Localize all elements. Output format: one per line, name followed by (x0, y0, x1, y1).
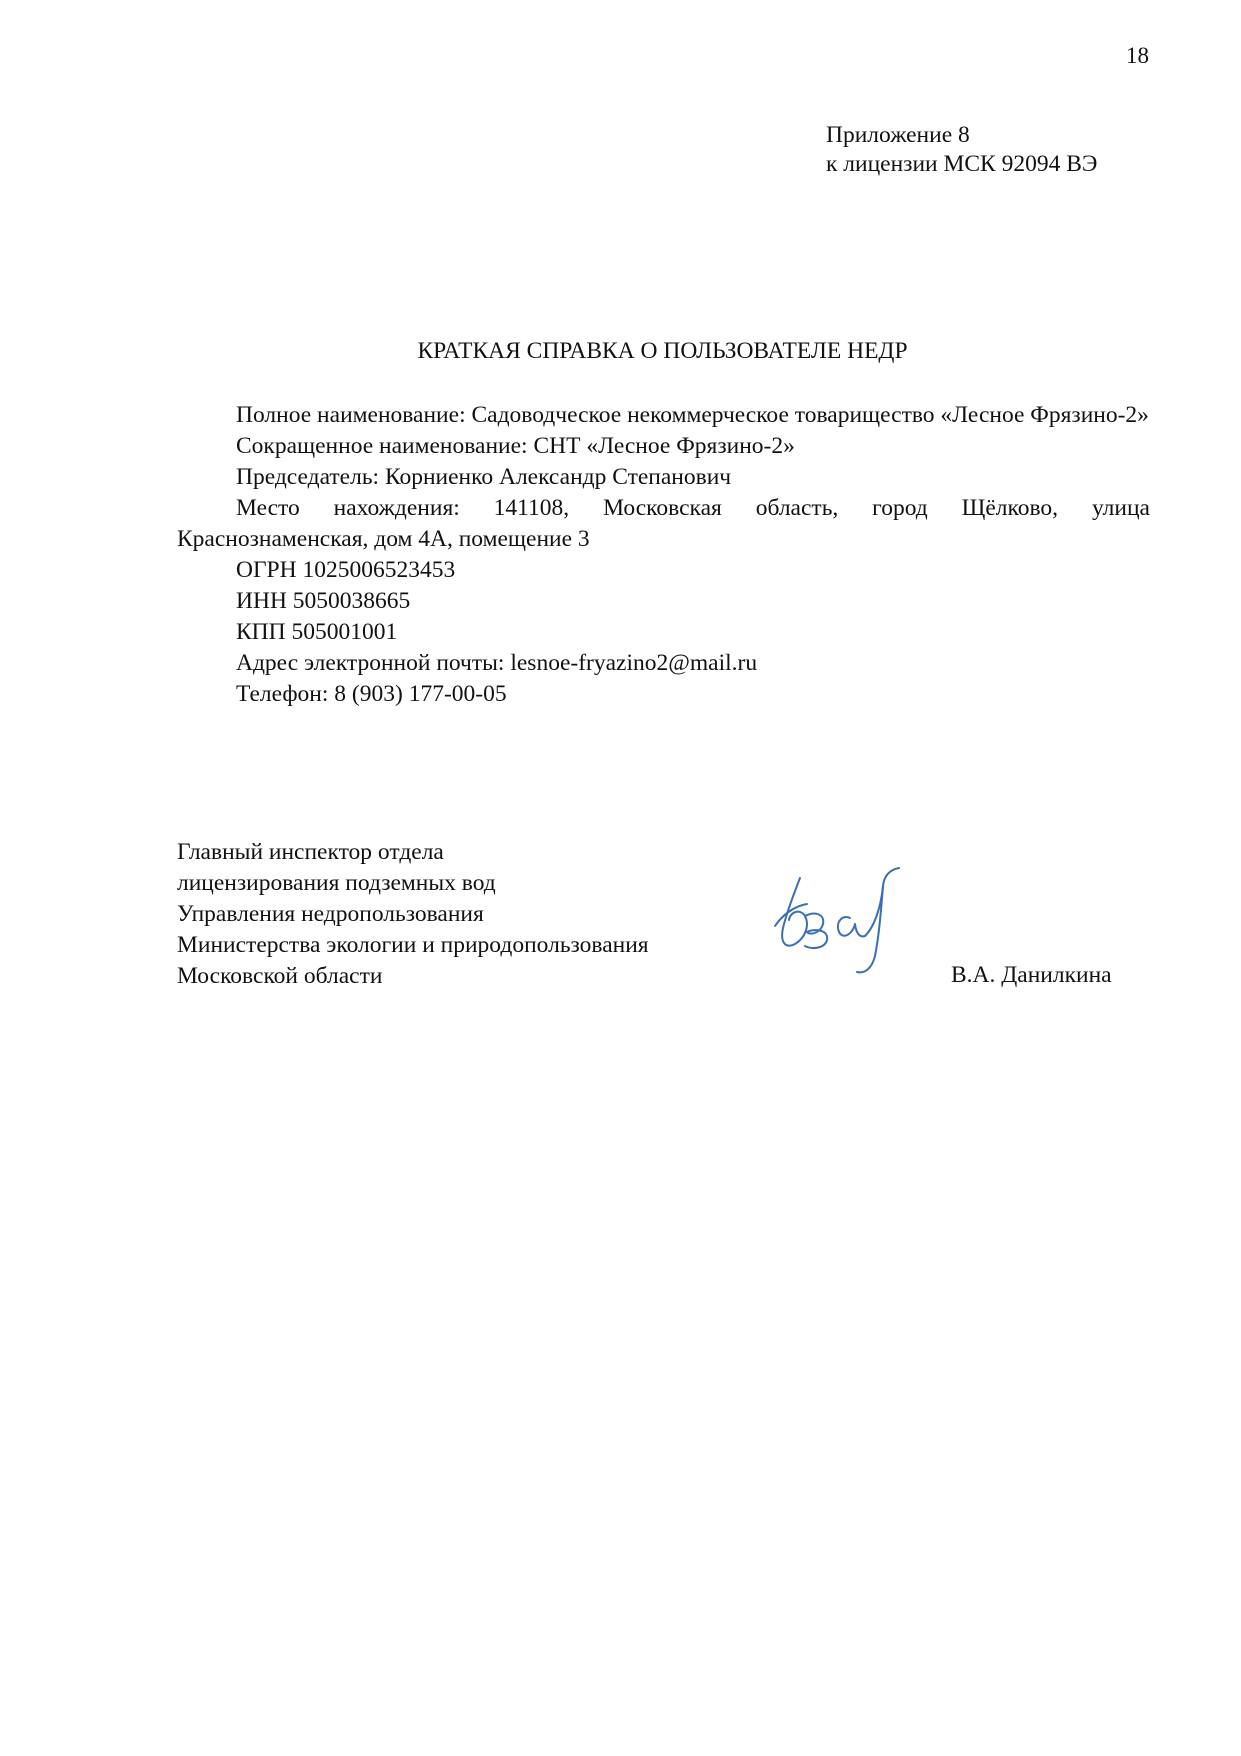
chairman-field: Председатель: Корниенко Александр Степанович (236, 464, 732, 490)
appendix-line-2: к лицензии МСК 92094 ВЭ (826, 151, 1098, 177)
appendix-line-1: Приложение 8 (826, 122, 970, 148)
inn-field: ИНН 5050038665 (236, 588, 411, 614)
kpp-field: КПП 505001001 (236, 619, 398, 645)
signatory-position (177, 837, 649, 992)
email-field: Адрес электронной почты: lesnoe-fryazino2@mail.ru (236, 650, 758, 676)
document-title: КРАТКАЯ СПРАВКА О ПОЛЬЗОВАТЕЛЕ НЕДР (417, 338, 908, 364)
signatory-name: В.А. Данилкина (951, 962, 1112, 988)
phone-field: Телефон: 8 (903) 177-00-05 (236, 681, 507, 707)
signatory-line-1: Главный инспектор отдела (177, 839, 444, 865)
appendix-reference (826, 121, 1097, 179)
signatory-line-4: Министерства экологии и природопользования (177, 932, 649, 958)
location-field: Место нахождения: 141108, Московская область, город Щёлково, улица Краснознаменская, дом 4А, помещение 3 (177, 495, 1150, 552)
ogrn-field: ОГРН 1025006523453 (236, 557, 456, 583)
signatory-line-3: Управления недропользования (177, 901, 484, 927)
page-number: 18 (1126, 43, 1149, 68)
handwritten-signature (765, 856, 915, 986)
full-name-field: Полное наименование: Садоводческое некоммерческое товарищество «Лесное Фрязино-2» (236, 402, 1149, 428)
signatory-line-2: лицензирования подземных вод (177, 870, 496, 896)
signatory-line-5: Московской области (177, 963, 383, 989)
short-name-field: Сокращенное наименование: СНТ «Лесное Фрязино-2» (236, 433, 795, 459)
user-info-block (177, 400, 1150, 710)
